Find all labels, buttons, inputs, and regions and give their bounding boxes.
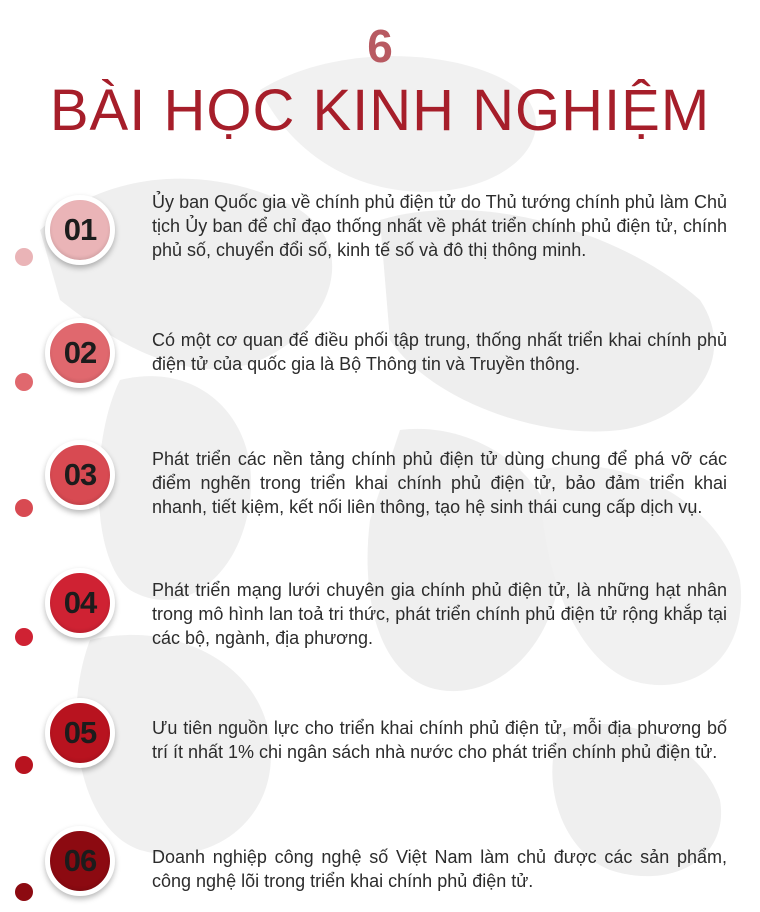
decor-dot [15, 883, 33, 901]
lesson-count: 6 [367, 20, 393, 72]
badge-number: 02 [63, 335, 97, 370]
decor-dot [15, 628, 33, 646]
badge-number: 06 [63, 843, 97, 878]
number-badge [45, 318, 115, 388]
decor-dot [15, 499, 33, 517]
decor-dot [15, 373, 33, 391]
badge-number: 01 [63, 212, 97, 247]
number-badge [45, 195, 115, 265]
header [0, 18, 760, 146]
badge-number: 03 [63, 457, 97, 492]
number-badge [45, 568, 115, 638]
page-title: BÀI HỌC KINH NGHIỆM [49, 78, 711, 143]
badge-number: 04 [63, 585, 97, 620]
lesson-text: Doanh nghiệp công nghệ số Việt Nam làm chủ được các sản phẩm, công nghệ lõi trong triển khai chính phủ điện tử. [152, 847, 727, 891]
decor-dot [15, 756, 33, 774]
lesson-text: Ủy ban Quốc gia về chính phủ điện tử do Thủ tướng chính phủ làm Chủ tịch Ủy ban để chỉ đạo thống nhất về phát triển chính phủ điện tử, chính phủ số, chuyển đổi số, kinh tế số và đô thị thông minh. [152, 192, 727, 260]
badge-number: 05 [63, 715, 97, 750]
number-badge [45, 440, 115, 510]
lesson-text: Có một cơ quan để điều phối tập trung, thống nhất triển khai chính phủ điện tử của quốc gia là Bộ Thông tin và Truyền thông. [152, 330, 727, 374]
lesson-text: Ưu tiên nguồn lực cho triển khai chính phủ điện tử, mỗi địa phương bố trí ít nhất 1% chi ngân sách nhà nước cho phát triển chính phủ điện tử. [152, 718, 727, 762]
number-badge [45, 698, 115, 768]
lesson-text: Phát triển các nền tảng chính phủ điện tử dùng chung để phá vỡ các điểm nghẽn trong triển khai chính phủ điện tử, bảo đảm triển khai nhanh, tiết kiệm, kết nối liên thông, tạo hệ sinh thái cung cấp dịch vụ. [152, 449, 727, 517]
lesson-text: Phát triển mạng lưới chuyên gia chính phủ điện tử, là những hạt nhân trong mô hình lan toả tri thức, phát triển chính phủ điện tử rộng khắp tại các bộ, ngành, địa phương. [152, 580, 727, 648]
decor-dot [15, 248, 33, 266]
number-badge [45, 826, 115, 896]
